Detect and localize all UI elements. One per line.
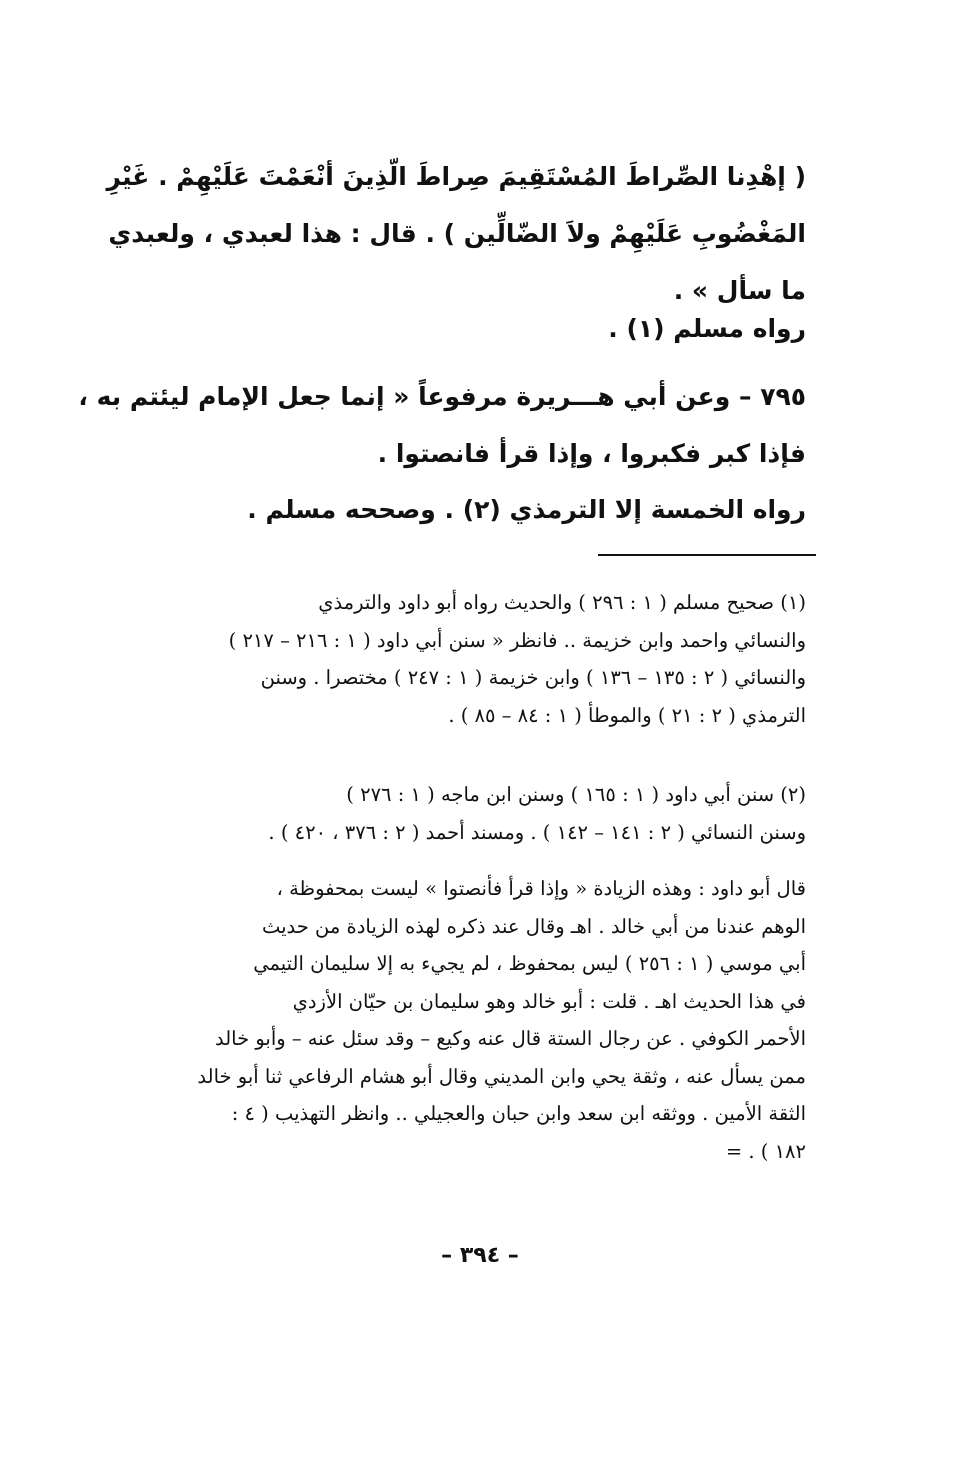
footnote-line: ١٨٢ ) . = bbox=[725, 1139, 806, 1163]
footnote-divider bbox=[598, 554, 816, 556]
page-number: – ٣٩٤ – bbox=[441, 1243, 519, 1268]
footnote-line: الثقة الأمين . ووثقه ابن سعد وابن حبان والعجيلي .. وانظر التهذيب ( ٤ : bbox=[231, 1102, 806, 1125]
footnote-line: وسنن النسائي ( ٢ : ١٤١ – ١٤٢ ) . ومسند أحمد ( ٢ : ٣٧٦ ، ٤٢٠ ) . bbox=[268, 820, 806, 844]
footnote-2-commentary bbox=[160, 870, 806, 1170]
footnote-line: الترمذي ( ٢ : ٢١ ) والموطأ ( ١ : ٨٤ – ٨٥ ) . bbox=[448, 703, 806, 727]
source-line: رواه الخمسة إلا الترمذي (٢) . وصححه مسلم . bbox=[247, 495, 806, 524]
source-reference-1 bbox=[160, 300, 806, 357]
footnote-line: الأحمر الكوفي . عن رجال الستة قال عنه وكيع – وقد سئل عنه – وأبو خالد bbox=[214, 1027, 806, 1050]
footnote-line: في هذا الحديث اهـ . قلت : أبو خالد وهو سليمان بن حيّان الأزدي bbox=[292, 989, 806, 1013]
footnote-2 bbox=[160, 776, 806, 851]
footnote-line: الوهم عندنا من أبي خالد . اهـ وقال عند ذكره لهذه الزيادة من حديث bbox=[261, 914, 806, 938]
footnote-line: والنسائي واحمد وابن خزيمة .. فانظر « سنن أبي داود ( ١ : ٢١٦ – ٢١٧ ) bbox=[228, 628, 806, 652]
footnote-line: (٢) سنن أبي داود ( ١ : ١٦٥ ) وسنن ابن ماجه ( ١ : ٢٧٦ ) bbox=[346, 783, 806, 806]
hadith-line: فإذا كبر فكبروا ، وإذا قرأ فانصتوا . bbox=[377, 439, 806, 468]
source-line: رواه مسلم (١) . bbox=[608, 314, 806, 343]
footnote-line: (١) صحيح مسلم ( ١ : ٢٩٦ ) والحديث رواه أبو داود والترمذي bbox=[318, 591, 806, 614]
verse-line: ما سأل » . bbox=[673, 276, 806, 305]
footnote-line: أبي موسي ( ١ : ٢٥٦ ) ليس بمحفوظ ، لم يجيء به إلا سليمان التيمي bbox=[253, 952, 806, 975]
hadith-795 bbox=[78, 368, 806, 482]
verse-line: المَغْضُوبِ عَلَيْهِمْ ولاَ الضّالِّين ) . قال : هذا لعبدي ، ولعبدي bbox=[108, 219, 806, 248]
verse-line: ( إهْدِنا الصِّراطَ المُسْتَقِيمَ صِراطَ الّذِينَ أنْعَمْتَ عَلَيْهِمْ . غَيْرِ bbox=[106, 162, 806, 191]
quran-verse-passage bbox=[106, 148, 806, 319]
footnote-line: قال أبو داود : وهذه الزيادة « وإذا قرأ فأنصتوا » ليست بمحفوظة ، bbox=[276, 877, 806, 900]
source-reference-2 bbox=[160, 481, 806, 538]
footnote-line: ممن يسأل عنه ، وثقة يحي وابن المديني وقال أبو هشام الرفاعي ثنا أبو خالد bbox=[197, 1064, 806, 1088]
footnote-1 bbox=[160, 584, 806, 734]
footnote-line: والنسائي ( ٢ : ١٣٥ – ١٣٦ ) وابن خزيمة ( ١ : ٢٤٧ ) مختصرا . وسنن bbox=[260, 666, 806, 689]
hadith-line: ٧٩٥ – وعن أبي هـــريرة مرفوعاً « إنما جعل الإمام ليئتم به ، bbox=[78, 382, 806, 411]
